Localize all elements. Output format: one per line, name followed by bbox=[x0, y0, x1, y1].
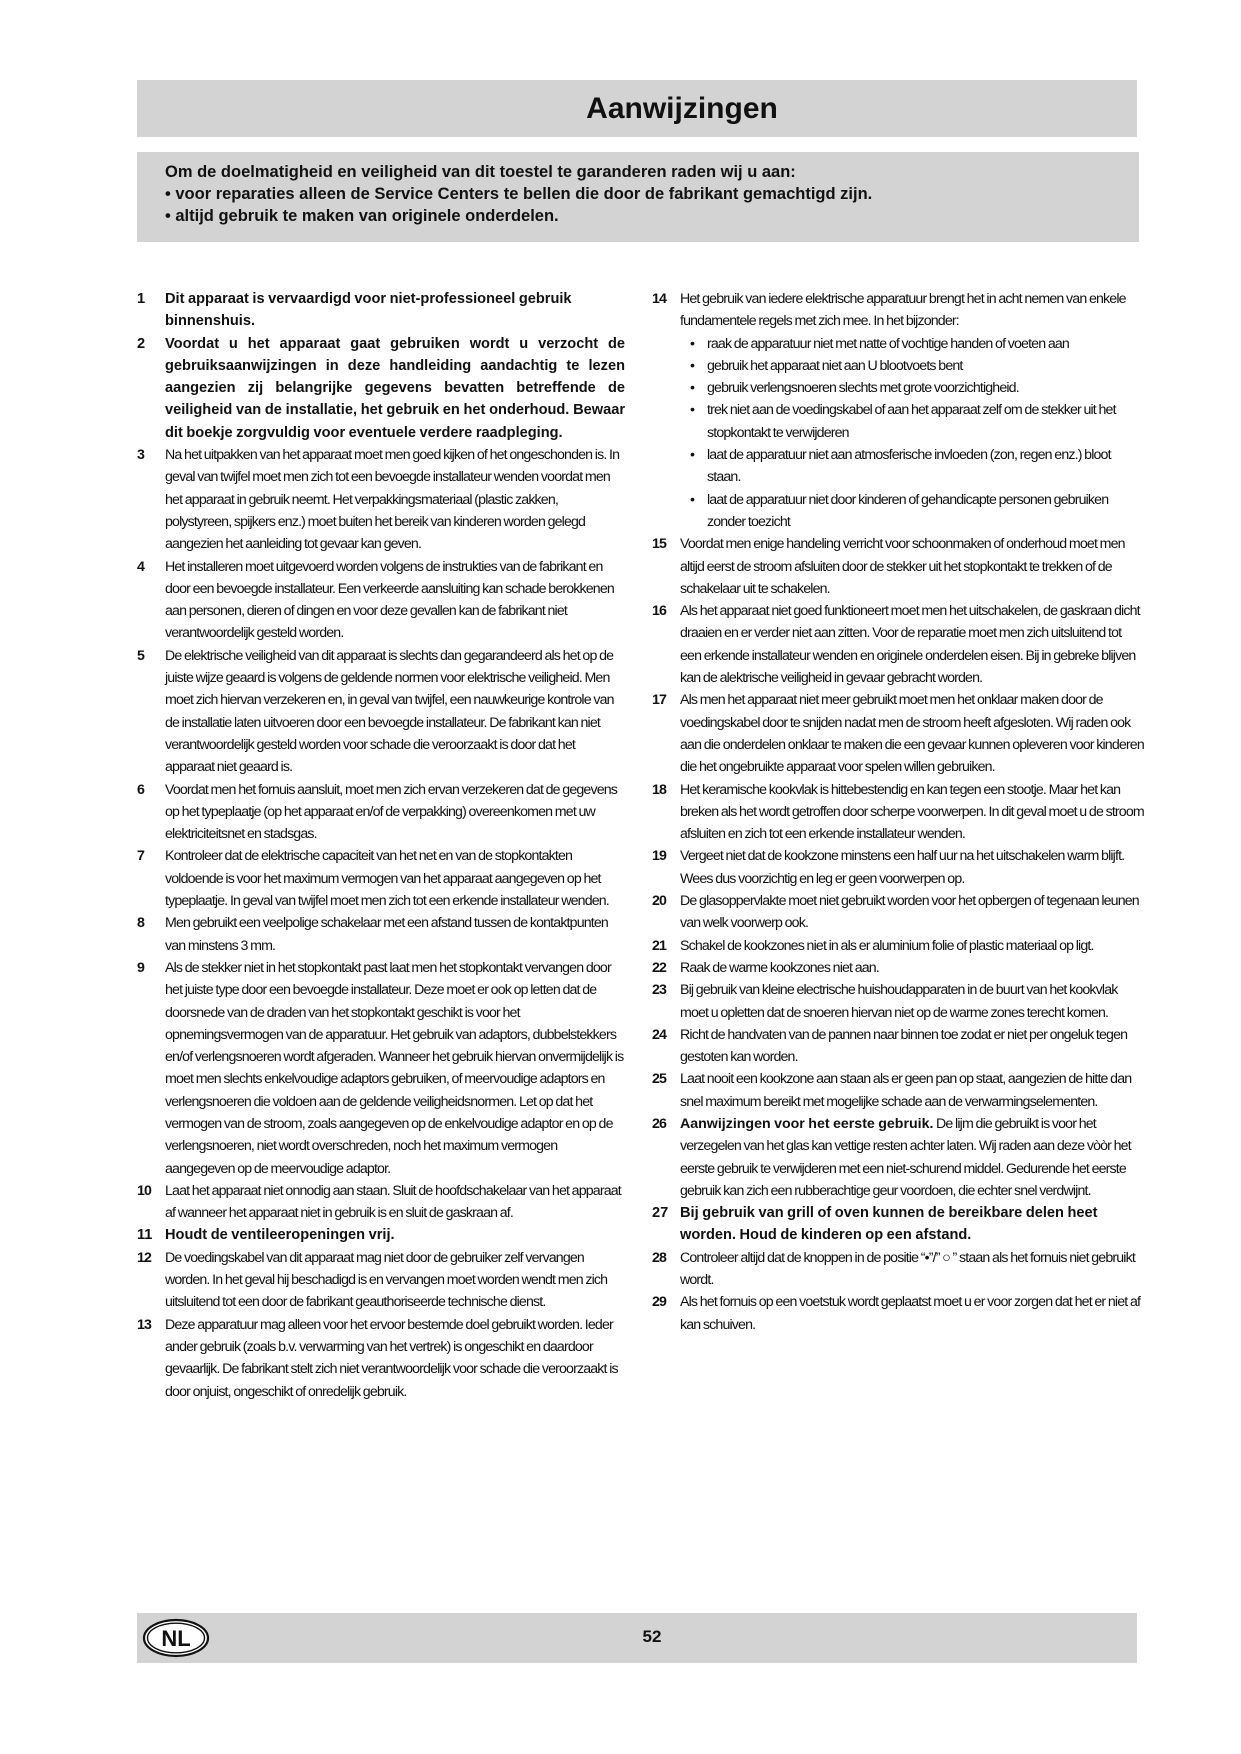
item-text: Als het fornuis op een voetstuk wordt geplaatst moet u er voor zorgen dat het er niet af kan schuiven. bbox=[680, 1294, 1141, 1333]
item-text: Voordat u het apparaat gaat gebruiken wordt u verzocht de gebruiksaanwijzingen in deze handleiding aandachtig te lezen aangezien zij belangrijke gegevens bevatten betreffende de veiligheid van de installatie, het gebruik en het onderhoud. Bewaar dit boekje zorgvuldig voor eventuele verdere raadpleging. bbox=[165, 335, 625, 441]
item-text: Deze apparatuur mag alleen voor het ervoor bestemde doel gebruikt worden. Ieder ander gebruik (zoals b.v. verwarming van het vertrek) is ongeschikt en daardoor gevaarlijk. De fabrikant stelt zich niet verantwoordelijk voor schade die veroorzaakt is door onjuist, ongeschikt of onredelijk gebruik. bbox=[165, 1316, 618, 1400]
item-text: Na het uitpakken van het apparaat moet men goed kijken of het ongeschonden is. In geval van twijfel moet men zich tot een bevoegde installateur wenden voordat men het apparaat in gebruik neemt. Het verpakkingsmateriaal (plastic zakken, polystyreen, spijkers enz.) moet buiten het bereik van kinderen worden gelegd aangezien het aanleiding tot gevaar kan geven. bbox=[165, 447, 620, 553]
item-number: 22 bbox=[652, 959, 667, 976]
item-text: De voedingskabel van dit apparaat mag niet door de gebruiker zelf vervangen worden. In het geval hij beschadigd is en vervangen moet worden wendt men zich uitsluitend tot een door de fabrikant geauthoriseerde technische dienst. bbox=[165, 1249, 608, 1311]
sub-item-text: trek niet aan de voedingskabel of aan het apparaat zelf om de stekker uit het stopkontakt te verwijderen bbox=[707, 402, 1116, 441]
item-text: Men gebruikt een veelpolige schakelaar met een afstand tussen de kontaktpunten van minstens 3 mm. bbox=[165, 915, 608, 954]
bullet-icon: • bbox=[690, 380, 695, 397]
sub-list-item bbox=[680, 399, 1144, 444]
sub-list-item bbox=[680, 333, 1144, 355]
list-item bbox=[137, 333, 625, 444]
item-text: Laat nooit een kookzone aan staan als er geen pan op staat, aangezien de hitte dan snel maximum bereikt met mogelijke schade aan de verwarmingselementen. bbox=[680, 1071, 1132, 1110]
list-item bbox=[137, 779, 625, 846]
item-number: 2 bbox=[137, 335, 146, 352]
intro-bullet: • altijd gebruik te maken van originele onderdelen. bbox=[165, 207, 559, 225]
list-item bbox=[137, 1224, 625, 1246]
list-item bbox=[652, 845, 1144, 890]
list-item bbox=[652, 935, 1144, 957]
item-text: Raak de warme kookzones niet aan. bbox=[680, 959, 879, 976]
list-item bbox=[652, 1113, 1144, 1202]
list-item bbox=[137, 845, 625, 912]
sub-item-text: raak de apparatuur niet met natte of vochtige handen of voeten aan bbox=[707, 335, 1069, 352]
list-item bbox=[652, 779, 1144, 846]
item-number: 16 bbox=[652, 603, 667, 620]
item-number: 17 bbox=[652, 692, 667, 709]
list-item bbox=[137, 288, 625, 333]
sub-list-item bbox=[680, 355, 1144, 377]
left-column bbox=[137, 288, 625, 1403]
sub-list-item bbox=[680, 489, 1144, 534]
sub-item-text: gebruik het apparaat niet aan U blootvoets bent bbox=[707, 357, 963, 374]
list-item bbox=[652, 1068, 1144, 1113]
item-number: 29 bbox=[652, 1294, 667, 1311]
sub-item-text: laat de apparatuur niet aan atmosferische invloeden (zon, regen enz.) bloot staan. bbox=[707, 447, 1111, 486]
item-number: 1 bbox=[137, 291, 146, 307]
item-text: Vergeet niet dat de kookzone minstens een half uur na het uitschakelen warm blijft. Wees dus voorzichtig en leg er geen voorwerpen op. bbox=[680, 848, 1125, 887]
item-number: 24 bbox=[652, 1026, 667, 1043]
item-text: De elektrische veiligheid van dit apparaat is slechts dan gegarandeerd als het op de juiste wijze geaard is volgens de geldende normen voor elektrische veiligheid. Men moet zich hiervan verzekeren en, in geval van twijfel, een nauwkeurige kontrole van de installatie laten uitvoeren door een bevoegde installateur. De fabrikant kan niet verantwoordelijk gesteld worden voor schade die veroorzaakt is door dat het apparaat niet geaard is. bbox=[165, 647, 614, 776]
item-text: Bij gebruik van grill of oven kunnen de bereikbare delen heet worden. Houd de kinderen op een afstand. bbox=[680, 1205, 1098, 1244]
item-text: Dit apparaat is vervaardigd voor niet-professioneel gebruik binnenshuis. bbox=[165, 291, 572, 330]
bullet-icon: • bbox=[690, 402, 695, 419]
item-number: 7 bbox=[137, 848, 145, 865]
item-text: De glasoppervlakte moet niet gebruikt worden voor het opbergen of tegenaan leunen van welk voorwerp ook. bbox=[680, 893, 1139, 932]
list-item bbox=[652, 890, 1144, 935]
bullet-icon: • bbox=[690, 447, 695, 464]
item-text: Als het apparaat niet goed funktioneert moet men het uitschakelen, de gaskraan dicht draaien en er verder niet aan zitten. Voor de reparatie moet men zich uitsluitend tot een erkende installateur wenden en originele onderdelen eisen. Bij in gebreke blijven kan de alektrische veiligheid in gevaar gebracht worden. bbox=[680, 603, 1140, 687]
list-item bbox=[652, 1202, 1144, 1247]
list-item bbox=[137, 1247, 625, 1314]
bullet-icon: • bbox=[690, 357, 695, 374]
list-item bbox=[652, 957, 1144, 979]
item-number: 20 bbox=[652, 893, 667, 910]
bullet-icon: • bbox=[690, 491, 695, 508]
title-bar bbox=[137, 80, 1137, 137]
item-text: Bij gebruik van kleine electrische huishoudapparaten in de buurt van het kookvlak moet u opletten dat de snoeren hiervan niet op de warme zones terecht komen. bbox=[680, 982, 1118, 1021]
sub-item-text: laat de apparatuur niet door kinderen of gehandicapte personen gebruiken zonder toezicht bbox=[707, 491, 1109, 530]
item-number: 19 bbox=[652, 848, 667, 865]
list-item bbox=[652, 533, 1144, 600]
intro-box bbox=[137, 152, 1139, 242]
item-number: 3 bbox=[137, 447, 145, 464]
sub-item-text: gebruik verlengsnoeren slechts met grote voorzichtigheid. bbox=[707, 380, 1019, 397]
item-number: 6 bbox=[137, 781, 145, 798]
item-text: Het installeren moet uitgevoerd worden volgens de instrukties van de fabrikant en door een bevoegde installateur. Een verkeerde aansluiting kan schade berokkenen aan personen, dieren of dingen en voor deze gevallen kan de fabrikant niet verantwoordelijk gesteld worden. bbox=[165, 558, 614, 642]
list-item bbox=[137, 1180, 625, 1225]
item-number: 21 bbox=[652, 937, 667, 954]
list-item bbox=[137, 912, 625, 957]
list-item bbox=[652, 1247, 1144, 1292]
page-number: 52 bbox=[642, 1627, 662, 1646]
item-text: Houdt de ventileeropeningen vrij. bbox=[165, 1227, 395, 1244]
language-badge-icon bbox=[142, 1618, 210, 1658]
item-text: Voordat men het fornuis aansluit, moet men zich ervan verzekeren dat de gegevens op het typeplaatje (op het apparaat en/of de verpakking) overeenkomen met uw elektriciteitsnet en stadsgas. bbox=[165, 781, 618, 843]
item-text: Kontroleer dat de elektrische capaciteit van het net en van de stopkontakten voldoende is voor het maximum vermogen van het apparaat aangegeven op het typeplaatje. In geval van twijfel moet men zich tot een erkende installateur wenden. bbox=[165, 848, 609, 910]
item-number: 9 bbox=[137, 959, 145, 976]
item-text: Als de stekker niet in het stopkontakt past laat men het stopkontakt vervangen door het juiste type door een bevoegde installateur. Deze moet er ook op letten dat de doorsnede van de draden van het stopkontakt geschikt is voor het opnemingsvermogen van de apparatuur. Het gebruik van adaptors, dubbelstekkers en/of verlengsnoeren wordt afgeraden. Wanneer het gebruik hiervan onvermijdelijk is moet men slechts enkelvoudige adaptors gebruiken, of meervoudige adaptors en verlengsnoeren die voldoen aan de geldende veiligheidsnormen. Let op dat het vermogen van de stroom, zoals aangegeven op de enkelvoudige adaptor en op de verlengsnoeren, niet wordt overschreden, noch het maximum vermogen aangegeven op de meervoudige adaptor. bbox=[165, 959, 624, 1177]
list-item bbox=[137, 1314, 625, 1403]
item-number: 11 bbox=[137, 1227, 153, 1244]
item-number: 8 bbox=[137, 915, 145, 932]
item-bold-lead: Aanwijzingen voor het eerste gebruik. bbox=[680, 1115, 934, 1132]
list-item bbox=[652, 600, 1144, 689]
list-item bbox=[652, 1024, 1144, 1069]
list-item bbox=[137, 645, 625, 779]
bullet-icon: • bbox=[690, 335, 695, 352]
list-item bbox=[137, 444, 625, 555]
item-number: 4 bbox=[137, 558, 145, 575]
item-text: Laat het apparaat niet onnodig aan staan. Sluit de hoofdschakelaar van het apparaat af wanneer het apparaat niet in gebruik is en sluit de gaskraan af. bbox=[165, 1182, 621, 1222]
item-text: Richt de handvaten van de pannen naar binnen toe zodat er niet per ongeluk tegen gestoten kan worden. bbox=[680, 1026, 1128, 1066]
list-item bbox=[137, 957, 625, 1180]
item-number: 14 bbox=[652, 291, 667, 307]
item-number: 10 bbox=[137, 1182, 152, 1199]
item-number: 12 bbox=[137, 1249, 152, 1266]
intro-lead: Om de doelmatigheid en veiligheid van dit toestel te garanderen raden wij u aan: bbox=[165, 163, 796, 181]
list-item bbox=[137, 556, 625, 645]
page-title: Aanwijzingen bbox=[586, 91, 778, 125]
item-text: De lijm die gebruikt is voor het verzegelen van het glas kan vettige resten achter laten. Wij raden aan deze vòòr het eerste gebruik te verwijderen met een niet-schurend middel. Gedurende het eerste gebruik kan zich een rubberachtige geur voordoen, die echter snel verdwijnt. bbox=[680, 1115, 1131, 1199]
item-text: Het gebruik van iedere elektrische apparatuur brengt het in acht nemen van enkele fundamentele regels met zich mee. In het bijzonder: bbox=[680, 291, 1126, 330]
list-item bbox=[652, 689, 1144, 778]
list-item bbox=[652, 288, 1144, 533]
footer-bar bbox=[137, 1613, 1137, 1663]
list-item bbox=[652, 979, 1144, 1024]
item-text: Controleer altijd dat de knoppen in de positie “•”/” ○ ” staan als het fornuis niet gebruikt wordt. bbox=[680, 1249, 1135, 1289]
item-number: 13 bbox=[137, 1316, 152, 1333]
right-column bbox=[652, 288, 1144, 1336]
intro-bullet: • voor reparaties alleen de Service Centers te bellen die door de fabrikant gemachtigd zijn. bbox=[165, 185, 873, 203]
item-number: 15 bbox=[652, 536, 667, 553]
sub-list bbox=[680, 333, 1144, 534]
sub-list-item bbox=[680, 377, 1144, 399]
item-text: Schakel de kookzones niet in als er aluminium folie of plastic materiaal op ligt. bbox=[680, 937, 1094, 954]
language-badge-label: NL bbox=[161, 1626, 191, 1651]
item-number: 25 bbox=[652, 1071, 667, 1088]
item-number: 23 bbox=[652, 982, 667, 999]
item-number: 28 bbox=[652, 1249, 667, 1266]
item-number: 18 bbox=[652, 781, 667, 798]
item-text: Voordat men enige handeling verricht voor schoonmaken of onderhoud moet men altijd eerst de stroom afsluiten door de stekker uit het stopkontakt te trekken of de schakelaar uit te schakelen. bbox=[680, 536, 1125, 597]
item-number: 27 bbox=[652, 1205, 669, 1222]
item-number: 5 bbox=[137, 647, 145, 664]
sub-list-item bbox=[680, 444, 1144, 489]
list-item bbox=[652, 1291, 1144, 1336]
item-text: Als men het apparaat niet meer gebruikt moet men het onklaar maken door de voedingskabel door te snijden nadat men de stroom heeft afgesloten. Wij raden ook aan die onderdelen onklaar te maken die een gevaar kunnen opleveren voor kinderen die het ongebruikte apparaat voor spelen willen gebruiken. bbox=[680, 692, 1144, 776]
item-text: Het keramische kookvlak is hittebestendig en kan tegen een stootje. Maar het kan breken als het wordt getroffen door scherpe voorwerpen. In dit geval moet u de stroom afsluiten en zich tot een erkende installateur wenden. bbox=[680, 781, 1144, 843]
item-number: 26 bbox=[652, 1115, 667, 1132]
